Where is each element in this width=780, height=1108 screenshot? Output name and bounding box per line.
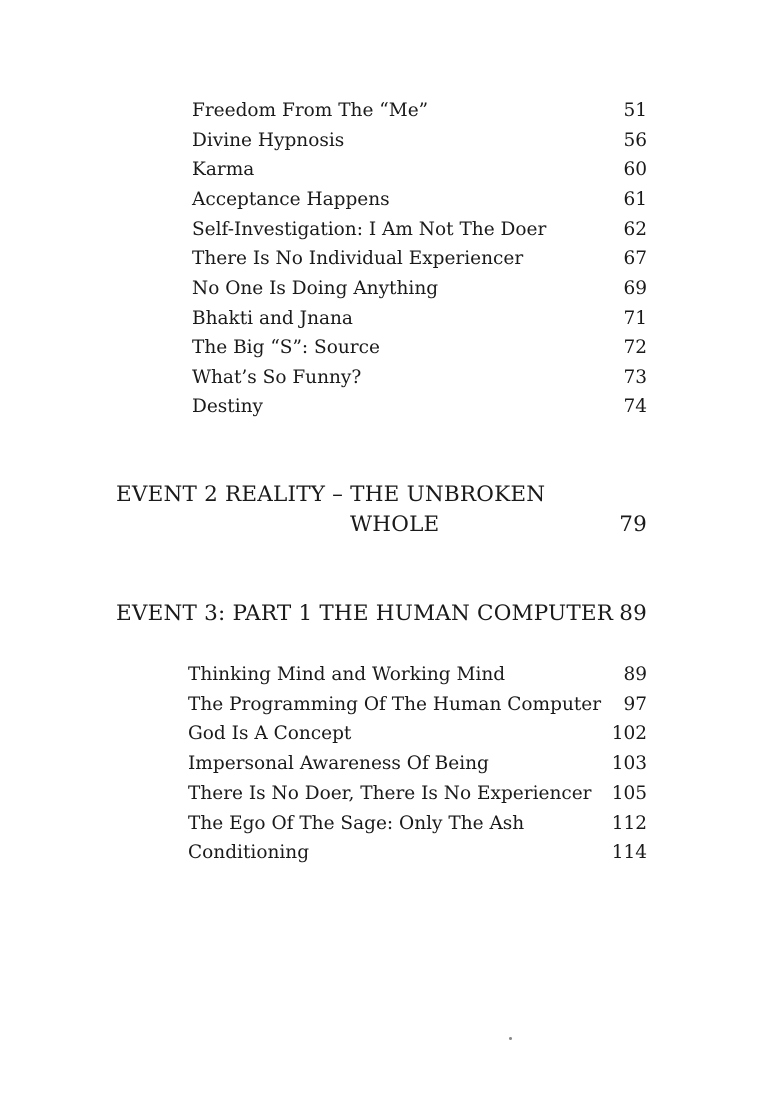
toc-entry — [192, 304, 647, 334]
toc-entry — [192, 96, 647, 126]
toc-entry-page: 62 — [623, 219, 647, 240]
toc-entry-page: 56 — [623, 130, 647, 151]
toc-entry-page: 112 — [611, 813, 647, 834]
toc-entry — [192, 126, 647, 156]
toc-entry-page: 102 — [611, 723, 647, 744]
toc-entry — [188, 749, 647, 779]
toc-entry-page: 60 — [623, 159, 647, 180]
toc-entry — [188, 660, 647, 690]
toc-entry-title: The Programming Of The Human Computer — [188, 694, 602, 715]
toc-entry — [188, 838, 647, 868]
toc-entry — [192, 244, 647, 274]
toc-entry-page: 97 — [623, 694, 647, 715]
toc-entry-title: Self-Investigation: I Am Not The Doer — [192, 219, 547, 240]
event3-page: 89 — [619, 601, 647, 626]
toc-entry-title: There Is No Doer, There Is No Experiencer — [188, 783, 592, 804]
toc-entry-page: 105 — [611, 783, 647, 804]
toc-entry-title: Karma — [192, 159, 255, 180]
toc-entry — [192, 363, 647, 393]
toc-entry-title: Freedom From The “Me” — [192, 100, 429, 121]
toc-entry-page: 71 — [623, 308, 647, 329]
toc-entry-title: The Ego Of The Sage: Only The Ash — [188, 813, 525, 834]
toc-entry-title: Destiny — [192, 396, 263, 417]
toc-entry-title: Acceptance Happens — [192, 189, 390, 210]
event2-heading-line1: EVENT 2 REALITY – THE UNBROKEN — [116, 482, 546, 507]
toc-entry-title: What’s So Funny? — [192, 367, 362, 388]
toc-entry-page: 114 — [611, 842, 647, 863]
toc-entry-page: 51 — [623, 100, 647, 121]
toc-entry — [192, 155, 647, 185]
toc-entry — [192, 185, 647, 215]
event3-heading: EVENT 3: PART 1 THE HUMAN COMPUTER — [116, 601, 614, 626]
event2-heading-line2: WHOLE — [350, 512, 440, 537]
toc-entry — [192, 215, 647, 245]
toc-entry-title: Bhakti and Jnana — [192, 308, 353, 329]
toc-entry-page: 103 — [611, 753, 647, 774]
toc-entry-title: Thinking Mind and Working Mind — [188, 664, 506, 685]
toc-entry — [188, 809, 647, 839]
toc-entry-page: 67 — [623, 248, 647, 269]
toc-entry — [188, 690, 647, 720]
event2-page: 79 — [619, 512, 647, 537]
toc-entry — [192, 274, 647, 304]
toc-entry-page: 69 — [623, 278, 647, 299]
toc-entry — [192, 392, 647, 422]
toc-entry-page: 72 — [623, 337, 647, 358]
toc-entry-title: Conditioning — [188, 842, 310, 863]
toc-entry-title: God Is A Concept — [188, 723, 352, 744]
toc-entry-title: Impersonal Awareness Of Being — [188, 753, 489, 774]
scan-speck — [509, 1037, 512, 1040]
toc-entry-title: Divine Hypnosis — [192, 130, 345, 151]
toc-entry-title: There Is No Individual Experiencer — [192, 248, 524, 269]
toc-entry-page: 73 — [623, 367, 647, 388]
toc-entry-title: No One Is Doing Anything — [192, 278, 439, 299]
toc-entry-page: 61 — [623, 189, 647, 210]
toc-entry — [188, 719, 647, 749]
toc-entry-page: 89 — [623, 664, 647, 685]
toc-entry — [192, 333, 647, 363]
toc-entry — [188, 779, 647, 809]
toc-entry-title: The Big “S”: Source — [192, 337, 380, 358]
toc-entry-page: 74 — [623, 396, 647, 417]
